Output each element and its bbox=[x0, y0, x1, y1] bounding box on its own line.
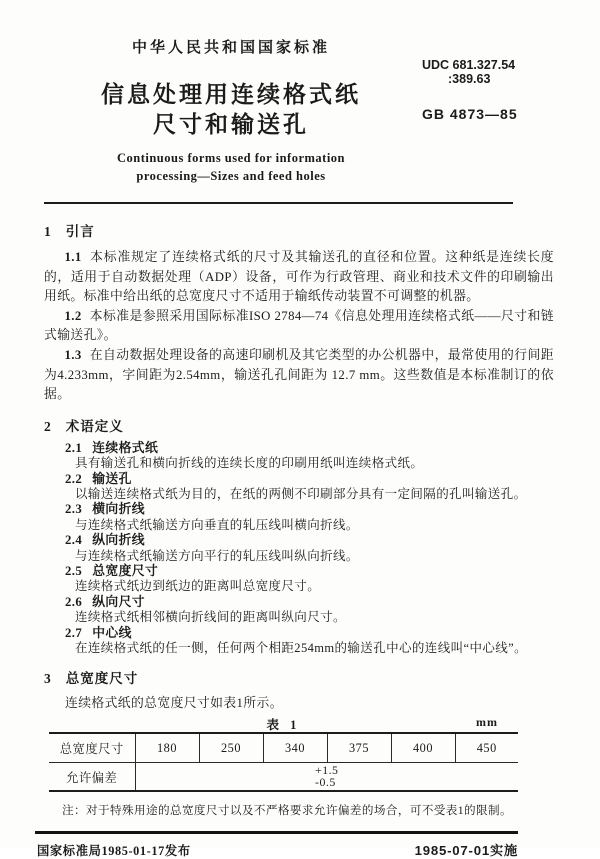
term-2-3-definition: 与连续格式纸输送方向垂直的轧压线叫横向折线。 bbox=[75, 517, 359, 532]
term-2-5-definition: 连续格式纸边到纸边的距离叫总宽度尺寸。 bbox=[75, 579, 321, 594]
section2-title: 术语定义 bbox=[65, 418, 124, 434]
clause-1-3-text: 在自动数据处理设备的高速印刷机及其它类型的办公机器中，最常使用的行间距为4.233mm，字间距为2.54mm，输送孔孔间距为 12.7 mm。这些数值是本标准制订的依据。 bbox=[44, 347, 554, 402]
term-2-2-name: 输送孔 bbox=[92, 471, 132, 486]
width-value-cell: 250 bbox=[199, 733, 263, 763]
header-divider-rule bbox=[44, 202, 513, 204]
header-title-block bbox=[44, 38, 418, 185]
tolerance-row-label: 允许偏差 bbox=[49, 763, 135, 792]
width-value-cell: 375 bbox=[327, 733, 391, 763]
section1-heading bbox=[44, 223, 554, 241]
term-2-6-number: 2.6 bbox=[65, 594, 83, 609]
width-value-cell: 400 bbox=[391, 733, 455, 763]
term-2-4-name: 纵向折线 bbox=[92, 533, 145, 548]
tolerance-stack bbox=[315, 764, 338, 789]
term-2-6-definition: 连续格式纸相邻横向折线间的距离叫纵向尺寸。 bbox=[75, 610, 346, 625]
clause-1-3 bbox=[44, 346, 554, 405]
term-2-3-name: 横向折线 bbox=[92, 502, 145, 517]
term-2-1-definition: 具有输送孔和横向折线的连续长度的印刷用纸叫连续格式纸。 bbox=[75, 456, 424, 471]
term-2-3-title bbox=[44, 502, 554, 517]
term-2-7-definition: 在连续格式纸的任一侧，任何两个相距254mm的输送孔中心的连线叫“中心线”。 bbox=[75, 641, 527, 656]
udc-number-line2: :389.63 bbox=[448, 72, 491, 86]
table-caption-row bbox=[49, 715, 518, 733]
document-title-line1: 信息处理用连续格式纸 bbox=[101, 81, 361, 107]
term-2-7-title bbox=[44, 626, 554, 641]
term-2-1-title bbox=[44, 441, 554, 456]
national-standard-label: 中华人民共和国国家标准 bbox=[131, 39, 330, 56]
term-2-5-number: 2.5 bbox=[65, 564, 83, 578]
width-value-cell: 340 bbox=[263, 733, 327, 763]
footer-divider-rule bbox=[35, 831, 518, 834]
table-row-tolerance bbox=[49, 763, 518, 792]
term-2-6-title bbox=[44, 595, 554, 610]
term-2-4-title bbox=[44, 533, 554, 548]
width-dimensions-table bbox=[49, 732, 518, 792]
section2-number: 2 bbox=[44, 418, 52, 434]
term-2-2-title bbox=[44, 472, 554, 487]
term-2-3-number: 2.3 bbox=[65, 502, 83, 517]
english-title-line1: Continuous forms used for information bbox=[116, 151, 345, 165]
section2-terms bbox=[44, 441, 554, 657]
header-code-block bbox=[422, 58, 582, 122]
table-note: 注：对于特殊用途的总宽度尺寸以及不严格要求允许偏差的场合，可不受表1的限制。 bbox=[62, 804, 512, 818]
term-2-2-definition: 以输送连续格式纸为目的，在纸的两侧不印刷部分具有一定间隔的孔叫输送孔。 bbox=[75, 486, 527, 501]
term-2-1-number: 2.1 bbox=[65, 440, 83, 455]
section3-heading bbox=[44, 670, 554, 688]
document-footer bbox=[35, 841, 518, 857]
width-value-cell: 450 bbox=[455, 733, 518, 763]
english-title-line2: processing—Sizes and feed holes bbox=[136, 169, 326, 183]
term-2-7-name: 中心线 bbox=[92, 625, 132, 640]
udc-number-line1: UDC 681.327.54 bbox=[422, 58, 516, 72]
footer-effective-date: 1985-07-01实施 bbox=[414, 843, 518, 859]
clause-1-2-number: 1.2 bbox=[64, 308, 82, 323]
standard-code: GB 4873—85 bbox=[422, 106, 518, 122]
section3-title: 总宽度尺寸 bbox=[65, 671, 139, 687]
width-row-label: 总宽度尺寸 bbox=[49, 733, 135, 763]
section3-intro: 连续格式纸的总宽度尺寸如表1所示。 bbox=[65, 696, 283, 711]
tolerance-value-cell bbox=[135, 763, 518, 792]
clause-1-2-text: 本标准是参照采用国际标准ISO 2784—74《信息处理用连续格式纸——尺寸和链式输送孔》。 bbox=[44, 308, 554, 343]
clause-1-1-text: 本标准规定了连续格式纸的尺寸及其输送孔的直径和位置。这种纸是连续长度的，适用于自动数据处理（ADP）设备，可作为行政管理、商业和技术文件的印刷输出用纸。标准中给出纸的总宽度尺寸不适用于输纸传动装置不可调整的机器。 bbox=[44, 250, 554, 304]
term-2-4-number: 2.4 bbox=[65, 533, 83, 548]
tolerance-plus: +1.5 bbox=[315, 762, 339, 777]
term-2-7-number: 2.7 bbox=[65, 625, 83, 640]
section1-title: 引言 bbox=[65, 224, 95, 239]
document-header bbox=[44, 38, 554, 185]
term-2-4-definition: 与连续格式纸输送方向平行的轧压线叫纵向折线。 bbox=[75, 548, 359, 563]
section2-heading bbox=[44, 418, 554, 436]
width-value-cell: 180 bbox=[135, 733, 199, 763]
tolerance-minus: -0.5 bbox=[315, 775, 336, 790]
section3-number: 3 bbox=[44, 671, 52, 687]
clause-1-1 bbox=[44, 248, 554, 307]
section1-body bbox=[44, 248, 554, 405]
clause-1-2 bbox=[44, 307, 554, 346]
table-unit-label: mm bbox=[476, 715, 498, 730]
term-2-6-name: 纵向尺寸 bbox=[92, 594, 145, 609]
document-title-line2: 尺寸和输送孔 bbox=[153, 111, 309, 137]
clause-1-3-number: 1.3 bbox=[64, 347, 82, 362]
footer-issued-date: 国家标准局1985-01-17发布 bbox=[37, 844, 191, 859]
term-2-1-name: 连续格式纸 bbox=[92, 440, 159, 455]
term-2-5-title bbox=[44, 564, 554, 579]
clause-1-1-number: 1.1 bbox=[64, 250, 82, 264]
term-2-5-name: 总宽度尺寸 bbox=[92, 564, 159, 578]
table-row-widths bbox=[49, 733, 518, 763]
section1-number: 1 bbox=[44, 224, 52, 239]
table-caption: 表 1 bbox=[266, 718, 301, 733]
term-2-2-number: 2.2 bbox=[65, 471, 83, 486]
